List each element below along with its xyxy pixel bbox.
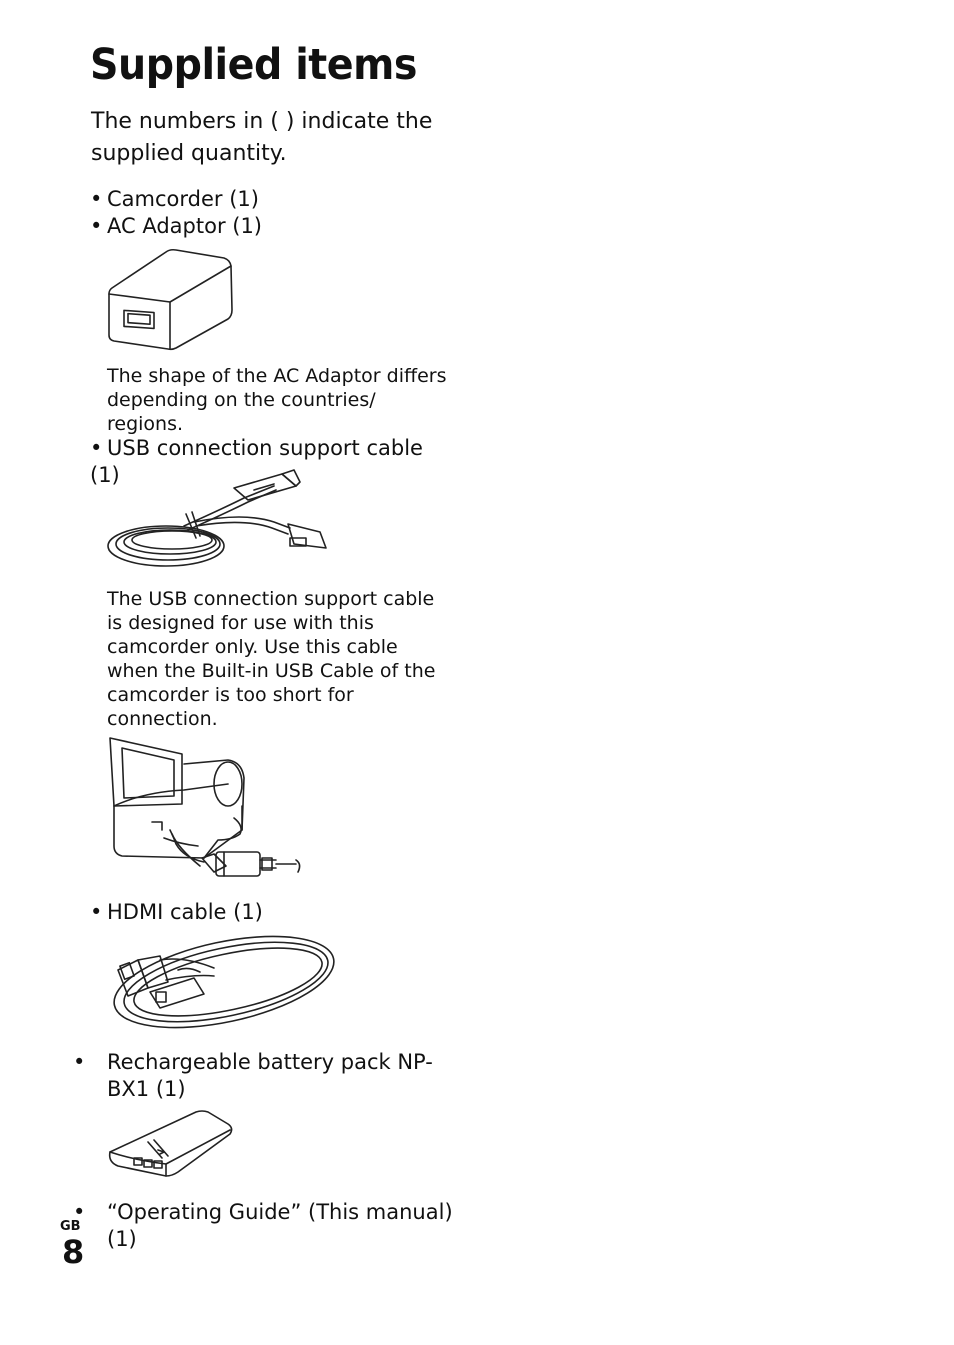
battery-pack-illustration	[104, 1106, 238, 1184]
ac-adaptor-note: The shape of the AC Adaptor differs depending on the countries/ regions.	[107, 365, 447, 435]
bullet-dot: •	[90, 187, 103, 211]
camcorder-connection-illustration	[104, 734, 306, 884]
item-label: USB connection support cable (1)	[90, 436, 423, 487]
bullet-dot: •	[73, 1200, 86, 1224]
list-item-ac-adaptor	[90, 213, 450, 240]
bullet-dot: •	[90, 900, 103, 924]
item-label: Camcorder (1)	[107, 187, 259, 211]
list-item-battery-pack	[73, 1049, 467, 1103]
bullet-dot: •	[90, 436, 103, 460]
region-code: GB	[60, 1219, 81, 1234]
usb-cable-note: The USB connection support cable is designed for use with this camcorder only. Use this cable when the Built-in USB Cable of the camcorder is too short for connection.	[107, 588, 436, 730]
bullet-dot: •	[90, 214, 103, 238]
list-item-hdmi-cable	[90, 899, 450, 926]
usb-cable-illustration	[104, 468, 330, 572]
hdmi-cable-illustration	[104, 930, 338, 1032]
intro-text: The numbers in ( ) indicate the supplied quantity.	[91, 109, 433, 166]
ac-adaptor-illustration	[104, 244, 238, 354]
item-label: HDMI cable (1)	[107, 900, 263, 924]
item-label: AC Adaptor (1)	[107, 214, 262, 238]
page-number: 8	[62, 1233, 85, 1271]
list-item-operating-guide	[73, 1199, 467, 1253]
list-item-camcorder	[90, 186, 450, 213]
item-label: “Operating Guide” (This manual) (1)	[107, 1200, 453, 1251]
bullet-dot: •	[73, 1050, 86, 1074]
item-label: Rechargeable battery pack NP-BX1 (1)	[107, 1050, 433, 1101]
page-title: Supplied items	[90, 40, 417, 90]
